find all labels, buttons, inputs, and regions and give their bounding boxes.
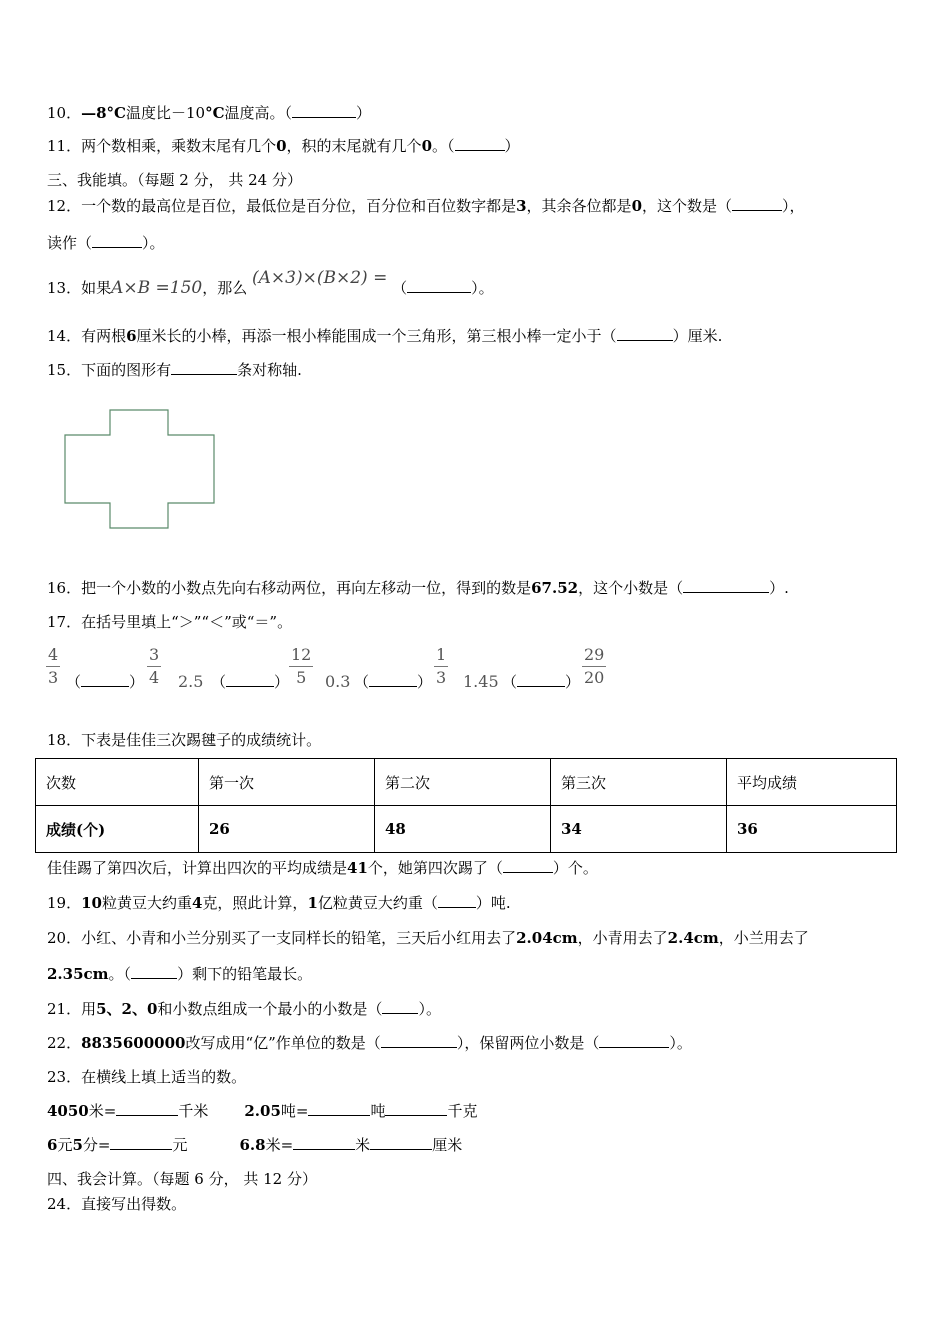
fraction-3-4: $\frac{3}{4}$ <box>149 645 160 687</box>
answer-blank[interactable] <box>370 1135 432 1150</box>
value-2-5: 2.5 <box>178 672 204 691</box>
question-22: 22．8835600000改写成用“亿”作单位的数是（ ），保留两位小数是（ ）。 <box>47 1034 692 1052</box>
question-13: 13．如果A×B =150，那么 (A×3)×(B×2) = （ ）。 <box>47 268 494 298</box>
question-21: 21．用5、2、0和小数点组成一个最小的小数是（ ）。 <box>47 1000 441 1018</box>
cross-outline <box>65 410 214 528</box>
compare-blank-4[interactable]: （ ） <box>502 673 581 691</box>
question-11: 11．两个数相乘，乘数末尾有几个0，积的末尾就有几个0。（ ） <box>47 137 520 155</box>
fraction-4-3: $\frac{4}{3}$ <box>48 645 59 687</box>
question-12-line2: 读作（ ）。 <box>47 234 165 252</box>
answer-blank[interactable] <box>385 1101 447 1116</box>
answer-blank[interactable] <box>438 893 476 908</box>
compare-blank-3[interactable]: （ ） <box>354 673 433 691</box>
question-15: 15．下面的图形有 条对称轴. <box>47 361 302 379</box>
answer-blank[interactable] <box>382 999 418 1014</box>
question-18-followup: 佳佳踢了第四次后，计算出四次的平均成绩是41个，她第四次踢了（ ）个。 <box>47 859 598 877</box>
answer-blank[interactable] <box>407 278 471 293</box>
answer-blank[interactable] <box>617 326 673 341</box>
table-cell: 第二次 <box>375 759 551 806</box>
table-cell: 34 <box>551 806 727 853</box>
answer-blank[interactable] <box>293 1135 355 1150</box>
question-19: 19．10粒黄豆大约重4克，照此计算，1亿粒黄豆大约重（ ）吨. <box>47 894 511 912</box>
question-23: 23．在横线上填上适当的数。 <box>47 1068 247 1086</box>
compare-blank-1[interactable]: （ ） <box>66 673 145 691</box>
table-cell: 36 <box>727 806 897 853</box>
answer-blank[interactable] <box>171 360 237 375</box>
question-20-line2: 2.35cm。（ ）剩下的铅笔最长。 <box>47 965 313 983</box>
question-24: 24．直接写出得数。 <box>47 1195 187 1213</box>
table-cell: 成绩(个) <box>36 806 199 853</box>
question-23-row2: 6元5分= 元 6.8米= 米 厘米 <box>47 1136 463 1154</box>
table-cell: 平均成绩 <box>727 759 897 806</box>
answer-blank[interactable] <box>732 196 782 211</box>
answer-blank[interactable] <box>110 1135 172 1150</box>
math-expression: (A×3)×(B×2) = <box>252 268 388 288</box>
section-4-heading: 四、我会计算。（每题 6 分， 共 12 分） <box>47 1170 317 1188</box>
question-18: 18．下表是佳佳三次踢毽子的成绩统计。 <box>47 731 322 749</box>
question-23-row1: 4050米= 千米 2.05吨= 吨 千克 <box>47 1102 478 1120</box>
fraction-12-5: $\frac{12}{5}$ <box>291 645 312 687</box>
question-10: 10．—8°C温度比－10°C温度高。（ ） <box>47 104 372 122</box>
score-table <box>35 758 897 853</box>
question-16: 16．把一个小数的小数点先向右移动两位，再向左移动一位，得到的数是67.52，这个小数是（ ）. <box>47 579 789 597</box>
answer-blank[interactable] <box>116 1101 178 1116</box>
answer-blank[interactable] <box>503 858 553 873</box>
answer-blank[interactable] <box>381 1033 457 1048</box>
question-12: 12．一个数的最高位是百位，最低位是百分位，百分位和百位数字都是3，其余各位都是0，这个数是（ ）， <box>47 197 805 215</box>
table-cell: 26 <box>199 806 375 853</box>
answer-blank[interactable] <box>455 136 505 151</box>
answer-blank[interactable] <box>308 1101 370 1116</box>
answer-blank[interactable] <box>683 578 769 593</box>
math-expression: A×B =150 <box>111 278 203 298</box>
table-header-row <box>36 759 897 806</box>
table-row <box>36 806 897 853</box>
value-1-45: 1.45 <box>463 672 499 691</box>
value-0-3: 0.3 <box>325 672 351 691</box>
question-14: 14．有两根6厘米长的小棒，再添一根小棒能围成一个三角形，第三根小棒一定小于（ ）厘米. <box>47 327 723 345</box>
answer-blank[interactable] <box>131 964 177 979</box>
answer-blank[interactable] <box>292 103 356 118</box>
cross-shape-figure <box>60 405 220 533</box>
fraction-29-20: $\frac{29}{20}$ <box>584 645 605 687</box>
answer-blank[interactable] <box>92 233 142 248</box>
question-17: 17．在括号里填上“＞”“＜”或“＝”。 <box>47 613 293 631</box>
table-cell: 次数 <box>36 759 199 806</box>
section-3-heading: 三、我能填。（每题 2 分， 共 24 分） <box>47 171 302 189</box>
table-cell: 48 <box>375 806 551 853</box>
table-cell: 第一次 <box>199 759 375 806</box>
fraction-1-3: $\frac{1}{3}$ <box>436 645 447 687</box>
question-20: 20．小红、小青和小兰分别买了一支同样长的铅笔，三天后小红用去了2.04cm，小青用去了2.4cm，小兰用去了 <box>47 929 809 947</box>
compare-blank-2[interactable]: （ ） <box>211 673 290 691</box>
answer-blank[interactable] <box>599 1033 669 1048</box>
table-cell: 第三次 <box>551 759 727 806</box>
